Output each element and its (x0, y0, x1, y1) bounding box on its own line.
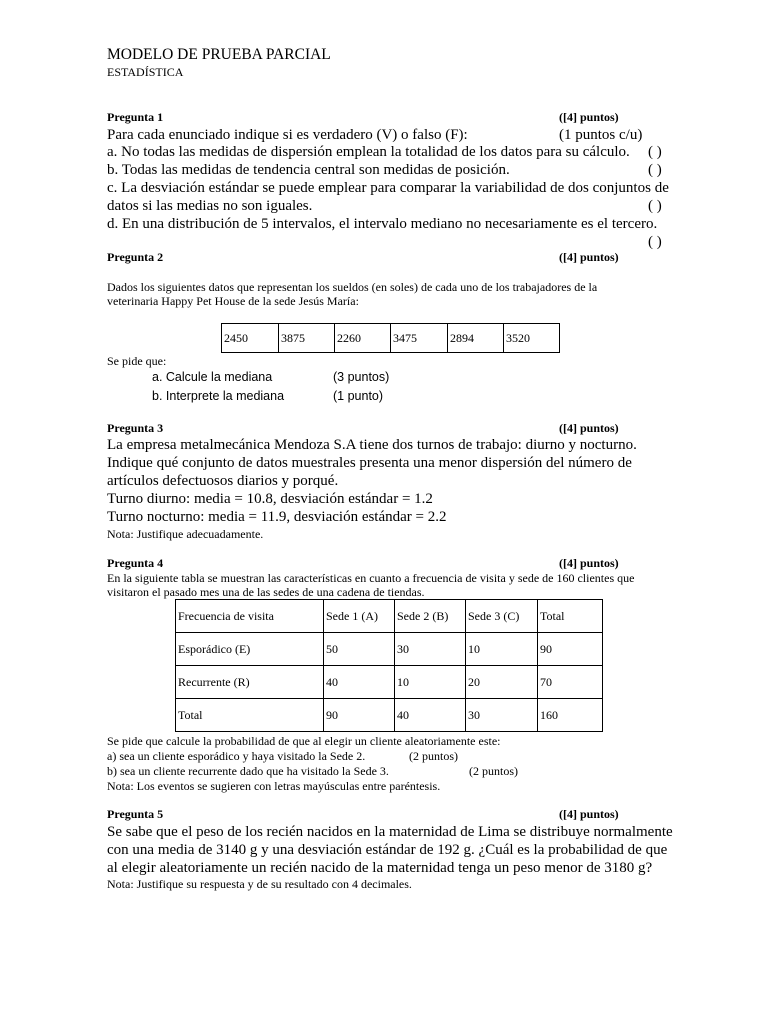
salary-cell: 3475 (391, 324, 448, 353)
q2-task-a: a. Calcule la mediana (152, 370, 273, 384)
q1-blank-b: ( ) (648, 162, 662, 178)
salary-cell: 3520 (504, 324, 560, 353)
q1-blank-d: ( ) (648, 234, 662, 250)
frequency-table (175, 599, 603, 732)
salary-cell: 2260 (335, 324, 391, 353)
q1-blank-c: ( ) (648, 198, 662, 214)
q2-task-a-points: (3 puntos) (333, 370, 390, 384)
table-header-cell: Sede 2 (B) (395, 600, 466, 633)
q1-item-c: c. La desviación estándar se puede emplear para comparar la variabilidad de dos conjuntos de (107, 180, 669, 196)
table-cell: 90 (538, 633, 603, 666)
q1-item-a: a. No todas las medidas de dispersión emplean la totalidad de los datos para su cálculo. (107, 144, 630, 160)
table-cell: 90 (324, 699, 395, 732)
q2-intro: Dados los siguientes datos que representan los sueldos (en soles) de cada uno de los trabajadores de la veterinaria Happy Pet House de la sede Jesús María: (107, 280, 598, 308)
q3-label: Pregunta 3 (107, 421, 164, 435)
q5-label: Pregunta 5 (107, 807, 164, 821)
q4-se-pide: Se pide que calcule la probabilidad de que al elegir un cliente aleatoriamente este: (107, 734, 501, 748)
salary-table (221, 323, 560, 353)
q1-label: Pregunta 1 (107, 110, 164, 124)
q1-intro-points: (1 puntos c/u) (559, 127, 643, 143)
q3-points: ([4] puntos) (559, 421, 619, 435)
q3-nota: Nota: Justifique adecuadamente. (107, 527, 264, 541)
table-cell: 10 (395, 666, 466, 699)
q1-item-c-cont: datos si las medias no son iguales. (107, 198, 313, 214)
salary-cell: 3875 (279, 324, 335, 353)
q4-intro: En la siguiente tabla se muestran las características en cuanto a frecuencia de visita y sede de 160 clientes que visitaron el pasado mes una de las sedes de una cadena de tiendas. (107, 571, 635, 599)
table-header-cell: Frecuencia de visita (176, 600, 324, 633)
q2-points: ([4] puntos) (559, 250, 619, 264)
table-cell: 30 (466, 699, 538, 732)
q1-blank-a: ( ) (648, 144, 662, 160)
q3-line-nocturno: Turno nocturno: media = 11.9, desviación estándar = 2.2 (107, 509, 447, 525)
table-header-cell: Sede 3 (C) (466, 600, 538, 633)
q1-item-b: b. Todas las medidas de tendencia central son medidas de posición. (107, 162, 510, 178)
q2-se-pide: Se pide que: (107, 354, 167, 368)
q1-item-d: d. En una distribución de 5 intervalos, el intervalo mediano no necesariamente es el tercero. (107, 216, 658, 232)
q5-text: Se sabe que el peso de los recién nacidos en la maternidad de Lima se distribuye normalmente con una media de 3140 g y una desviación estándar de 192 g. ¿Cuál es la probabilidad de que al elegir aleatoriamente un recién nacido de la maternidad tenga un peso menor de 3180 g? (107, 824, 673, 876)
q5-points: ([4] puntos) (559, 807, 619, 821)
q4-task-a-points: (2 puntos) (409, 749, 458, 763)
q2-label: Pregunta 2 (107, 250, 164, 264)
table-cell: 10 (466, 633, 538, 666)
table-cell: 20 (466, 666, 538, 699)
table-cell: 50 (324, 633, 395, 666)
document-title: MODELO DE PRUEBA PARCIAL (107, 46, 331, 63)
q4-points: ([4] puntos) (559, 556, 619, 570)
q1-points: ([4] puntos) (559, 110, 619, 124)
table-header-cell: Total (538, 600, 603, 633)
document-subtitle: ESTADÍSTICA (107, 65, 184, 79)
table-row (176, 666, 603, 699)
q2-task-b-points: (1 punto) (333, 389, 384, 403)
q1-intro: Para cada enunciado indique si es verdadero (V) o falso (F): (107, 127, 468, 143)
table-row (176, 633, 603, 666)
q4-task-b: b) sea un cliente recurrente dado que ha visitado la Sede 3. (107, 764, 389, 778)
q4-nota: Nota: Los eventos se sugieren con letras mayúsculas entre paréntesis. (107, 779, 441, 793)
q4-label: Pregunta 4 (107, 556, 164, 570)
salary-cell: 2450 (222, 324, 279, 353)
q3-text: La empresa metalmecánica Mendoza S.A tiene dos turnos de trabajo: diurno y nocturno. Indique qué conjunto de datos muestrales presenta una menor dispersión del número de artículos defectuosos diarios y porqué. (107, 437, 637, 489)
q4-task-a: a) sea un cliente esporádico y haya visitado la Sede 2. (107, 749, 366, 763)
q5-nota: Nota: Justifique su respuesta y de su resultado con 4 decimales. (107, 877, 412, 891)
table-cell: Esporádico (E) (176, 633, 324, 666)
q4-task-b-points: (2 puntos) (469, 764, 518, 778)
q2-task-b: b. Interprete la mediana (152, 389, 285, 403)
salary-cell: 2894 (448, 324, 504, 353)
table-header-cell: Sede 1 (A) (324, 600, 395, 633)
table-cell: 70 (538, 666, 603, 699)
q3-line-diurno: Turno diurno: media = 10.8, desviación estándar = 1.2 (107, 491, 433, 507)
table-cell: Total (176, 699, 324, 732)
table-cell: 40 (324, 666, 395, 699)
table-cell: 30 (395, 633, 466, 666)
table-cell: 40 (395, 699, 466, 732)
table-row (176, 699, 603, 732)
table-cell: 160 (538, 699, 603, 732)
table-cell: Recurrente (R) (176, 666, 324, 699)
